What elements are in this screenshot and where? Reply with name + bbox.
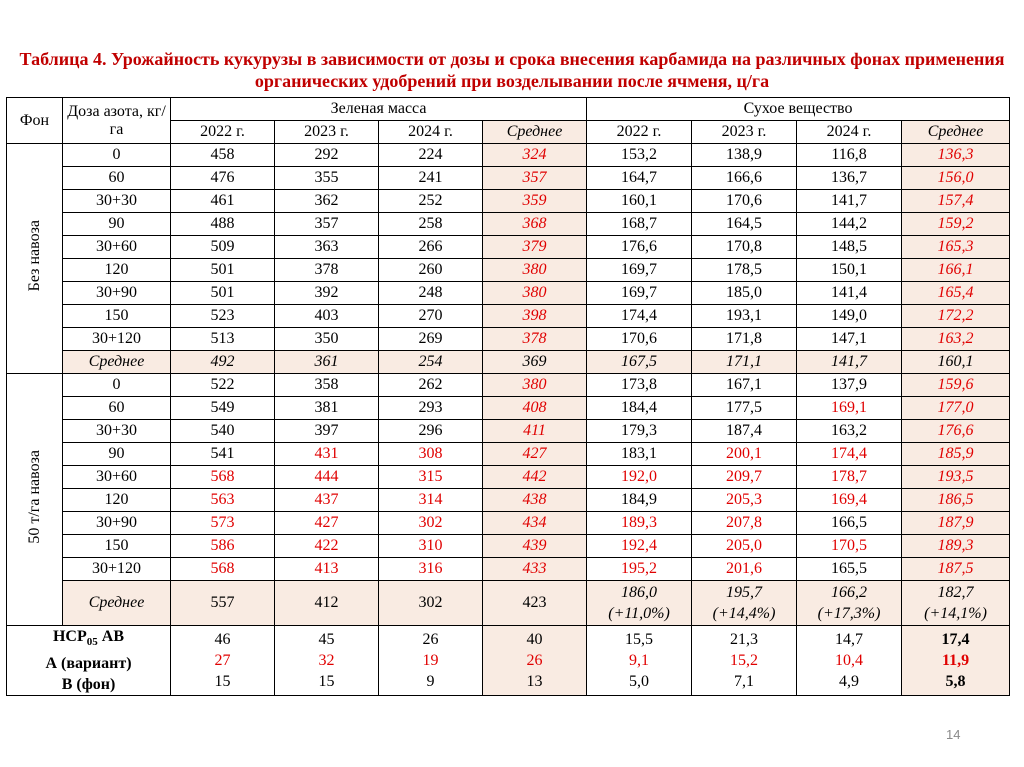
header-dose: Доза азота, кг/га bbox=[63, 98, 171, 144]
dry-matter-cell: 153,2 bbox=[587, 144, 692, 167]
green-mass-cell: 260 bbox=[379, 259, 483, 282]
dry-matter-cell: 171,1 bbox=[692, 351, 797, 374]
dry-matter-cell: 174,4 bbox=[797, 443, 902, 466]
dose-cell: 0 bbox=[63, 374, 171, 397]
green-mass-cell: 523 bbox=[171, 305, 275, 328]
green-mass-cell: 310 bbox=[379, 535, 483, 558]
table-title: Таблица 4. Урожайность кукурузы в зависимости от дозы и срока внесения карбамида на различных фонах применения органических удобрений при возделывании после ячменя, ц/га bbox=[19, 49, 1005, 91]
page-number: 14 bbox=[946, 727, 961, 742]
green-mass-cell: 509 bbox=[171, 236, 275, 259]
dry-matter-average-cell: 172,2 bbox=[902, 305, 1010, 328]
green-mass-cell: 248 bbox=[379, 282, 483, 305]
dry-matter-cell: 192,4 bbox=[587, 535, 692, 558]
header-year: 2022 г. bbox=[171, 121, 275, 144]
green-mass-cell: 254 bbox=[379, 351, 483, 374]
dry-matter-cell: 149,0 bbox=[797, 305, 902, 328]
dose-cell: 90 bbox=[63, 213, 171, 236]
table-row bbox=[7, 374, 1010, 397]
table-row bbox=[7, 466, 1010, 489]
green-mass-cell: 461 bbox=[171, 190, 275, 213]
green-mass-cell: 488 bbox=[171, 213, 275, 236]
value-line: 186,0 bbox=[621, 584, 658, 601]
green-mass-cell: 270 bbox=[379, 305, 483, 328]
dry-matter-cell: 178,5 bbox=[692, 259, 797, 282]
green-mass-cell: 501 bbox=[171, 259, 275, 282]
dry-matter-average-cell: 176,6 bbox=[902, 420, 1010, 443]
dry-matter-cell: 178,7 bbox=[797, 466, 902, 489]
dry-matter-cell: 164,5 bbox=[692, 213, 797, 236]
dose-cell: 150 bbox=[63, 535, 171, 558]
dry-matter-cell: 205,3 bbox=[692, 489, 797, 512]
green-mass-cell: 266 bbox=[379, 236, 483, 259]
green-mass-cell: 513 bbox=[171, 328, 275, 351]
green-mass-average-cell: 380 bbox=[483, 374, 587, 397]
green-mass-cell: 476 bbox=[171, 167, 275, 190]
green-mass-cell: 431 bbox=[275, 443, 379, 466]
dry-matter-average-cell: 165,4 bbox=[902, 282, 1010, 305]
dry-matter-average-cell: 157,4 bbox=[902, 190, 1010, 213]
dose-cell: 60 bbox=[63, 397, 171, 420]
table-row bbox=[7, 190, 1010, 213]
dry-matter-average-cell: 187,5 bbox=[902, 558, 1010, 581]
dry-matter-cell: 166,5 bbox=[797, 512, 902, 535]
dry-matter-average-cell: 156,0 bbox=[902, 167, 1010, 190]
green-mass-cell: 358 bbox=[275, 374, 379, 397]
dry-matter-average-cell bbox=[902, 581, 1010, 626]
dry-matter-cell: 160,1 bbox=[587, 190, 692, 213]
dry-matter-average-cell: 187,9 bbox=[902, 512, 1010, 535]
yield-table-wrapper bbox=[6, 97, 1009, 696]
green-mass-cell: 586 bbox=[171, 535, 275, 558]
header-fon: Фон bbox=[7, 98, 63, 144]
dry-matter-average-cell: 166,1 bbox=[902, 259, 1010, 282]
dry-matter-cell: 167,1 bbox=[692, 374, 797, 397]
hcr-cell: 46 27 15 bbox=[171, 626, 275, 696]
green-mass-cell: 357 bbox=[275, 213, 379, 236]
dose-cell: 30+60 bbox=[63, 236, 171, 259]
table-row bbox=[7, 512, 1010, 535]
green-mass-average-cell: 442 bbox=[483, 466, 587, 489]
table-row bbox=[7, 144, 1010, 167]
table-header bbox=[7, 98, 1010, 144]
dry-matter-cell: 184,4 bbox=[587, 397, 692, 420]
dry-matter-cell: 167,5 bbox=[587, 351, 692, 374]
green-mass-cell: 568 bbox=[171, 466, 275, 489]
hcr-cell: 15,5 9,1 5,0 bbox=[587, 626, 692, 696]
dry-matter-cell: 200,1 bbox=[692, 443, 797, 466]
dry-matter-cell: 150,1 bbox=[797, 259, 902, 282]
green-mass-average-cell: 380 bbox=[483, 259, 587, 282]
dry-matter-cell: 207,8 bbox=[692, 512, 797, 535]
value-line: 195,7 bbox=[726, 584, 763, 601]
table-row bbox=[7, 328, 1010, 351]
dry-matter-cell: 163,2 bbox=[797, 420, 902, 443]
dry-matter-average-cell: 165,3 bbox=[902, 236, 1010, 259]
dry-matter-cell: 176,6 bbox=[587, 236, 692, 259]
green-mass-cell: 258 bbox=[379, 213, 483, 236]
dry-matter-average-cell: 177,0 bbox=[902, 397, 1010, 420]
green-mass-cell: 361 bbox=[275, 351, 379, 374]
green-mass-cell: 296 bbox=[379, 420, 483, 443]
dry-matter-average-cell: 189,3 bbox=[902, 535, 1010, 558]
green-mass-cell: 437 bbox=[275, 489, 379, 512]
green-mass-cell: 540 bbox=[171, 420, 275, 443]
dose-cell: 30+120 bbox=[63, 328, 171, 351]
average-row bbox=[7, 351, 1010, 374]
green-mass-cell: 316 bbox=[379, 558, 483, 581]
dry-matter-cell: 193,1 bbox=[692, 305, 797, 328]
green-mass-average-cell: 379 bbox=[483, 236, 587, 259]
dose-cell: 30+120 bbox=[63, 558, 171, 581]
fon-label: Без навоза bbox=[25, 220, 43, 292]
dry-matter-cell: 179,3 bbox=[587, 420, 692, 443]
green-mass-average-cell: 408 bbox=[483, 397, 587, 420]
dose-cell: 120 bbox=[63, 489, 171, 512]
green-mass-average-cell: 433 bbox=[483, 558, 587, 581]
green-mass-average-cell: 427 bbox=[483, 443, 587, 466]
dry-matter-cell: 170,8 bbox=[692, 236, 797, 259]
dry-matter-cell: 169,7 bbox=[587, 259, 692, 282]
dry-matter-cell: 173,8 bbox=[587, 374, 692, 397]
green-mass-cell: 413 bbox=[275, 558, 379, 581]
green-mass-cell: 541 bbox=[171, 443, 275, 466]
dry-matter-average-cell: 160,1 bbox=[902, 351, 1010, 374]
dry-matter-cell bbox=[587, 581, 692, 626]
green-mass-cell: 314 bbox=[379, 489, 483, 512]
header-green-mass: Зеленая масса bbox=[171, 98, 587, 121]
dose-cell: 60 bbox=[63, 167, 171, 190]
green-mass-cell: 262 bbox=[379, 374, 483, 397]
hcr-cell: 45 32 15 bbox=[275, 626, 379, 696]
dry-matter-cell: 169,4 bbox=[797, 489, 902, 512]
green-mass-cell: 292 bbox=[275, 144, 379, 167]
table-row bbox=[7, 305, 1010, 328]
fon-cell bbox=[7, 374, 63, 626]
hcr-cell: 21,3 15,2 7,1 bbox=[692, 626, 797, 696]
dry-matter-cell: 169,1 bbox=[797, 397, 902, 420]
dry-matter-cell: 170,5 bbox=[797, 535, 902, 558]
hcr-cell: 40 26 13 bbox=[483, 626, 587, 696]
header-year: 2024 г. bbox=[379, 121, 483, 144]
dry-matter-cell: 174,4 bbox=[587, 305, 692, 328]
dry-matter-cell: 189,3 bbox=[587, 512, 692, 535]
green-mass-cell: 269 bbox=[379, 328, 483, 351]
green-mass-average-cell: 398 bbox=[483, 305, 587, 328]
header-year: 2023 г. bbox=[275, 121, 379, 144]
table-row bbox=[7, 397, 1010, 420]
table-row bbox=[7, 236, 1010, 259]
dry-matter-cell: 168,7 bbox=[587, 213, 692, 236]
table-row bbox=[7, 443, 1010, 466]
dry-matter-cell: 195,2 bbox=[587, 558, 692, 581]
green-mass-cell: 557 bbox=[171, 581, 275, 626]
dry-matter-cell: 183,1 bbox=[587, 443, 692, 466]
table-row bbox=[7, 558, 1010, 581]
green-mass-average-cell: 439 bbox=[483, 535, 587, 558]
dry-matter-average-cell: 159,2 bbox=[902, 213, 1010, 236]
green-mass-cell: 315 bbox=[379, 466, 483, 489]
dry-matter-average-cell: 193,5 bbox=[902, 466, 1010, 489]
green-mass-average-cell: 324 bbox=[483, 144, 587, 167]
dose-cell: 30+90 bbox=[63, 282, 171, 305]
dry-matter-cell: 192,0 bbox=[587, 466, 692, 489]
green-mass-average-cell: 434 bbox=[483, 512, 587, 535]
green-mass-cell: 378 bbox=[275, 259, 379, 282]
dry-matter-cell: 137,9 bbox=[797, 374, 902, 397]
dry-matter-cell: 164,7 bbox=[587, 167, 692, 190]
hcr-section bbox=[7, 626, 1010, 696]
green-mass-cell: 458 bbox=[171, 144, 275, 167]
green-mass-cell: 444 bbox=[275, 466, 379, 489]
yield-table bbox=[6, 97, 1010, 696]
green-mass-average-cell: 368 bbox=[483, 213, 587, 236]
average-label-cell: Среднее bbox=[63, 351, 171, 374]
green-mass-cell: 363 bbox=[275, 236, 379, 259]
dose-cell: 120 bbox=[63, 259, 171, 282]
dry-matter-cell: 166,6 bbox=[692, 167, 797, 190]
hcr-cell: 17,4 11,9 5,8 bbox=[902, 626, 1010, 696]
green-mass-cell: 381 bbox=[275, 397, 379, 420]
table-row bbox=[7, 259, 1010, 282]
dry-matter-cell: 209,7 bbox=[692, 466, 797, 489]
dry-matter-cell: 201,6 bbox=[692, 558, 797, 581]
dry-matter-average-cell: 159,6 bbox=[902, 374, 1010, 397]
header-dry-matter: Сухое вещество bbox=[587, 98, 1010, 121]
table-row bbox=[7, 167, 1010, 190]
average-row bbox=[7, 581, 1010, 626]
green-mass-cell: 224 bbox=[379, 144, 483, 167]
dry-matter-cell: 144,2 bbox=[797, 213, 902, 236]
value-line: 166,2 bbox=[831, 584, 868, 601]
value-line: 182,7 bbox=[937, 584, 974, 601]
green-mass-cell: 293 bbox=[379, 397, 483, 420]
green-mass-cell: 422 bbox=[275, 535, 379, 558]
dose-cell: 30+60 bbox=[63, 466, 171, 489]
green-mass-cell: 241 bbox=[379, 167, 483, 190]
dry-matter-cell: 141,7 bbox=[797, 351, 902, 374]
dose-cell: 30+90 bbox=[63, 512, 171, 535]
green-mass-cell: 492 bbox=[171, 351, 275, 374]
green-mass-cell: 573 bbox=[171, 512, 275, 535]
dose-cell: 150 bbox=[63, 305, 171, 328]
hcr-cell: 14,7 10,4 4,9 bbox=[797, 626, 902, 696]
table-row bbox=[7, 213, 1010, 236]
dry-matter-cell: 141,7 bbox=[797, 190, 902, 213]
green-mass-cell: 350 bbox=[275, 328, 379, 351]
dry-matter-cell: 165,5 bbox=[797, 558, 902, 581]
dry-matter-cell bbox=[797, 581, 902, 626]
dry-matter-average-cell: 185,9 bbox=[902, 443, 1010, 466]
header-year: 2024 г. bbox=[797, 121, 902, 144]
percent-line: (+11,0%) bbox=[608, 605, 670, 622]
dry-matter-cell: 185,0 bbox=[692, 282, 797, 305]
green-mass-cell: 412 bbox=[275, 581, 379, 626]
fon-cell bbox=[7, 144, 63, 374]
green-mass-cell: 568 bbox=[171, 558, 275, 581]
green-mass-cell: 362 bbox=[275, 190, 379, 213]
green-mass-cell: 355 bbox=[275, 167, 379, 190]
green-mass-cell: 392 bbox=[275, 282, 379, 305]
dry-matter-cell: 187,4 bbox=[692, 420, 797, 443]
dry-matter-cell: 148,5 bbox=[797, 236, 902, 259]
dry-matter-average-cell: 186,5 bbox=[902, 489, 1010, 512]
dry-matter-cell: 116,8 bbox=[797, 144, 902, 167]
dry-matter-cell: 141,4 bbox=[797, 282, 902, 305]
green-mass-average-cell: 411 bbox=[483, 420, 587, 443]
hcr-labels: $НСР_{05}$ АВ А (вариант) В (фон) bbox=[7, 626, 171, 696]
dry-matter-cell: 170,6 bbox=[587, 328, 692, 351]
percent-line: (+14,1%) bbox=[924, 605, 987, 622]
dry-matter-cell: 171,8 bbox=[692, 328, 797, 351]
dose-cell: 90 bbox=[63, 443, 171, 466]
dry-matter-cell: 136,7 bbox=[797, 167, 902, 190]
green-mass-cell: 522 bbox=[171, 374, 275, 397]
header-year: 2023 г. bbox=[692, 121, 797, 144]
dry-matter-cell: 169,7 bbox=[587, 282, 692, 305]
green-mass-average-cell: 378 bbox=[483, 328, 587, 351]
dry-matter-cell: 205,0 bbox=[692, 535, 797, 558]
table-row bbox=[7, 489, 1010, 512]
header-year: 2022 г. bbox=[587, 121, 692, 144]
table-row bbox=[7, 282, 1010, 305]
dose-cell: 30+30 bbox=[63, 420, 171, 443]
dry-matter-average-cell: 163,2 bbox=[902, 328, 1010, 351]
table-body bbox=[7, 144, 1010, 626]
green-mass-average-cell: 380 bbox=[483, 282, 587, 305]
green-mass-cell: 549 bbox=[171, 397, 275, 420]
green-mass-cell: 302 bbox=[379, 512, 483, 535]
dry-matter-cell: 138,9 bbox=[692, 144, 797, 167]
average-label-cell: Среднее bbox=[63, 581, 171, 626]
green-mass-average-cell: 369 bbox=[483, 351, 587, 374]
dry-matter-cell: 147,1 bbox=[797, 328, 902, 351]
green-mass-cell: 252 bbox=[379, 190, 483, 213]
table-row bbox=[7, 420, 1010, 443]
dry-matter-average-cell: 136,3 bbox=[902, 144, 1010, 167]
green-mass-average-cell: 438 bbox=[483, 489, 587, 512]
dry-matter-cell: 170,6 bbox=[692, 190, 797, 213]
header-average: Среднее bbox=[902, 121, 1010, 144]
green-mass-cell: 501 bbox=[171, 282, 275, 305]
dry-matter-cell: 177,5 bbox=[692, 397, 797, 420]
green-mass-average-cell: 357 bbox=[483, 167, 587, 190]
green-mass-cell: 308 bbox=[379, 443, 483, 466]
green-mass-cell: 563 bbox=[171, 489, 275, 512]
dry-matter-cell: 184,9 bbox=[587, 489, 692, 512]
header-average: Среднее bbox=[483, 121, 587, 144]
green-mass-average-cell: 423 bbox=[483, 581, 587, 626]
green-mass-cell: 302 bbox=[379, 581, 483, 626]
dose-cell: 0 bbox=[63, 144, 171, 167]
green-mass-cell: 403 bbox=[275, 305, 379, 328]
percent-line: (+17,3%) bbox=[817, 605, 881, 622]
dose-cell: 30+30 bbox=[63, 190, 171, 213]
green-mass-average-cell: 359 bbox=[483, 190, 587, 213]
dry-matter-cell bbox=[692, 581, 797, 626]
percent-line: (+14,4%) bbox=[712, 605, 776, 622]
hcr-cell: 26 19 9 bbox=[379, 626, 483, 696]
table-row bbox=[7, 535, 1010, 558]
green-mass-cell: 427 bbox=[275, 512, 379, 535]
fon-label: 50 т/га навоза bbox=[25, 450, 43, 544]
green-mass-cell: 397 bbox=[275, 420, 379, 443]
